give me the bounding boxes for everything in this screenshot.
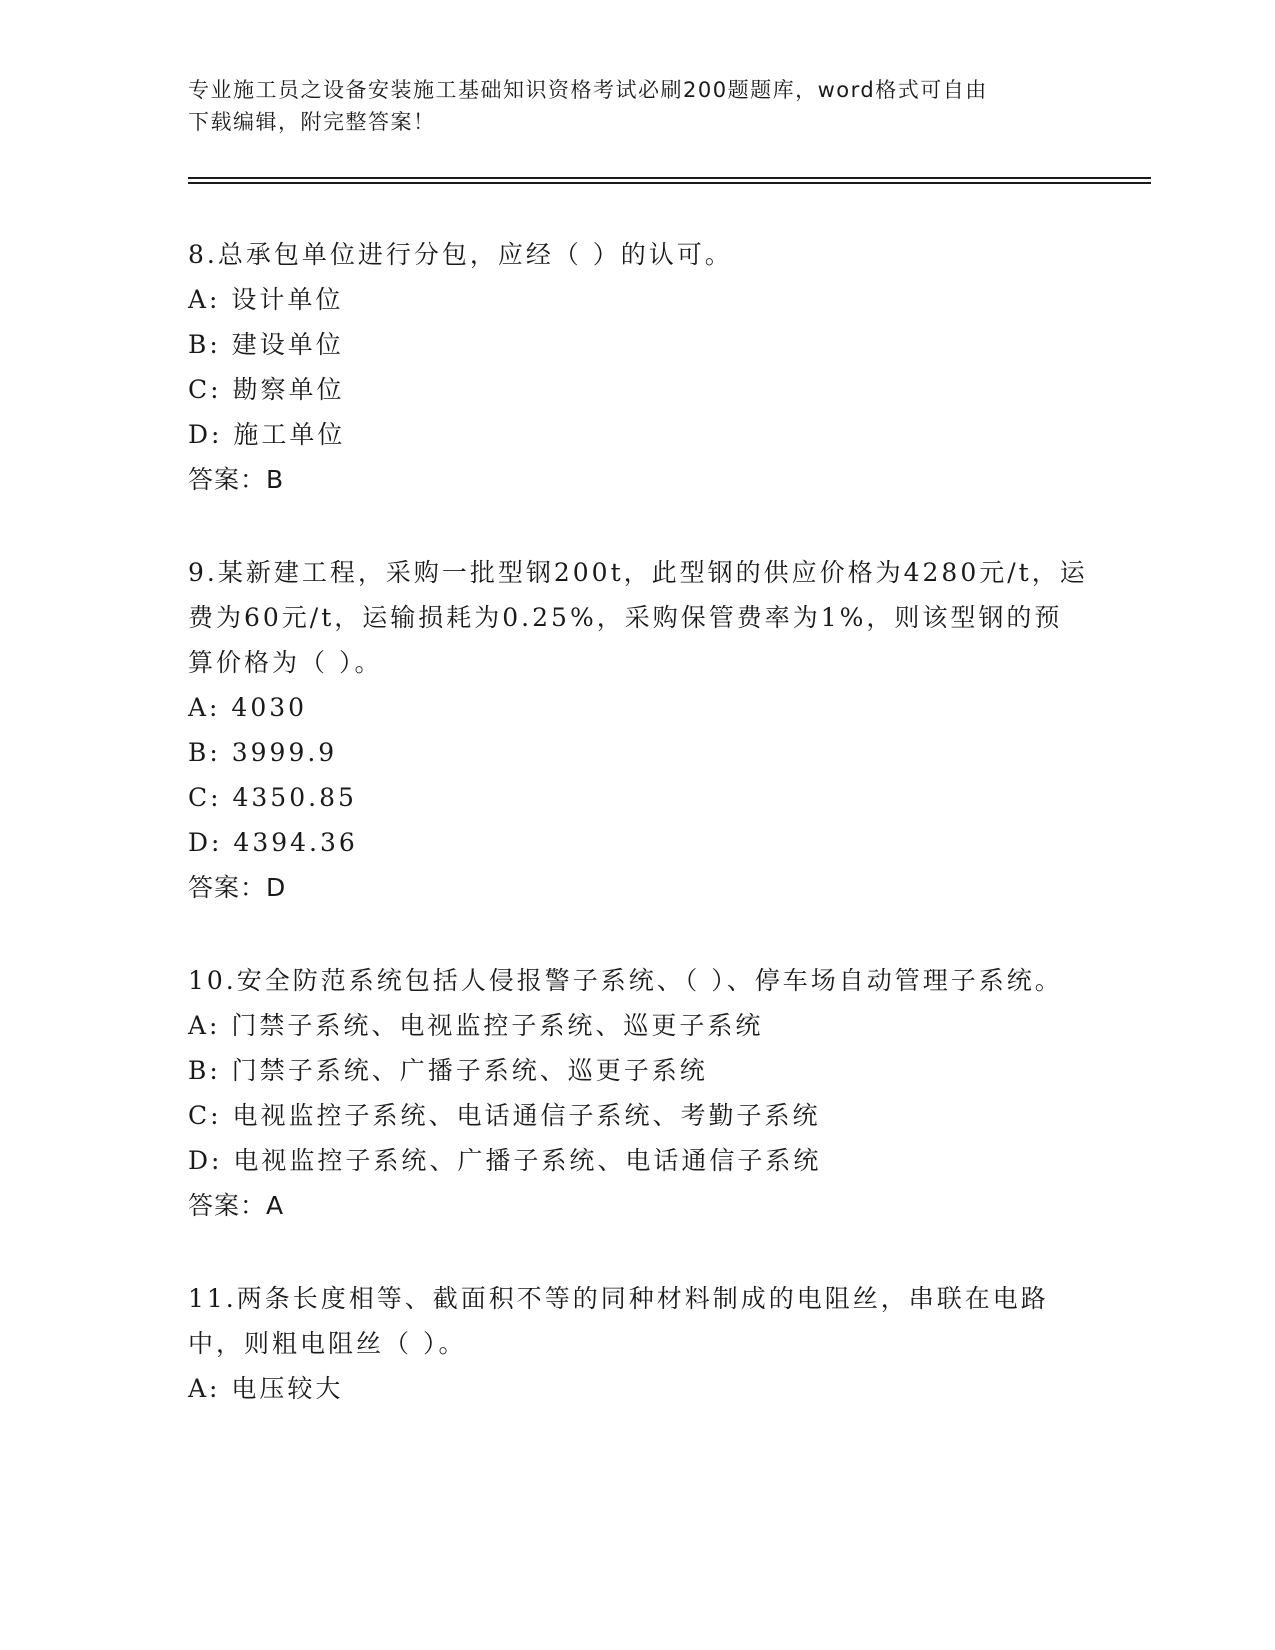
question-9: [188, 550, 1088, 910]
header-line-1: 专业施工员之设备安装施工基础知识资格考试必刷200题题库，word格式可自由: [188, 78, 988, 102]
question-8: [188, 232, 1088, 502]
header-line-2: 下载编辑，附完整答案！: [188, 110, 436, 134]
option-c: C: 电视监控子系统、电话通信子系统、考勤子系统: [188, 1101, 821, 1130]
option-d: D: 施工单位: [188, 420, 346, 449]
question-11: [188, 1276, 1088, 1411]
option-a: A: 门禁子系统、电视监控子系统、巡更子系统: [188, 1011, 764, 1040]
header-divider-top: [188, 177, 1151, 179]
question-10: [188, 958, 1088, 1228]
option-b: B: 3999.9: [188, 738, 338, 767]
question-stem: 11.两条长度相等、截面积不等的同种材料制成的电阻丝，串联在电路中，则粗电阻丝（ ）。: [188, 1284, 1049, 1358]
option-d: D: 电视监控子系统、广播子系统、电话通信子系统: [188, 1146, 822, 1175]
option-c: C: 勘察单位: [188, 375, 345, 404]
document-header: [188, 74, 1088, 138]
option-a: A: 4030: [188, 693, 308, 722]
option-a: A: 电压较大: [188, 1374, 344, 1403]
answer: 答案：B: [188, 465, 285, 494]
option-d: D: 4394.36: [188, 828, 358, 857]
header-divider-bottom: [188, 182, 1151, 184]
question-stem: 8.总承包单位进行分包，应经（ ）的认可。: [188, 240, 733, 269]
question-list: [188, 232, 1088, 1459]
question-stem: 10.安全防范系统包括人侵报警子系统、（ ）、停车场自动管理子系统。: [188, 966, 1063, 995]
option-a: A: 设计单位: [188, 285, 344, 314]
option-b: B: 建设单位: [188, 330, 344, 359]
option-c: C: 4350.85: [188, 783, 357, 812]
answer: 答案：D: [188, 873, 287, 902]
option-b: B: 门禁子系统、广播子系统、巡更子系统: [188, 1056, 708, 1085]
question-stem: 9.某新建工程，采购一批型钢200t，此型钢的供应价格为4280元/t，运费为60元/t，运输损耗为0.25%，采购保管费率为1%，则该型钢的预算价格为（ ）。: [188, 558, 1088, 677]
answer: 答案：A: [188, 1191, 285, 1220]
